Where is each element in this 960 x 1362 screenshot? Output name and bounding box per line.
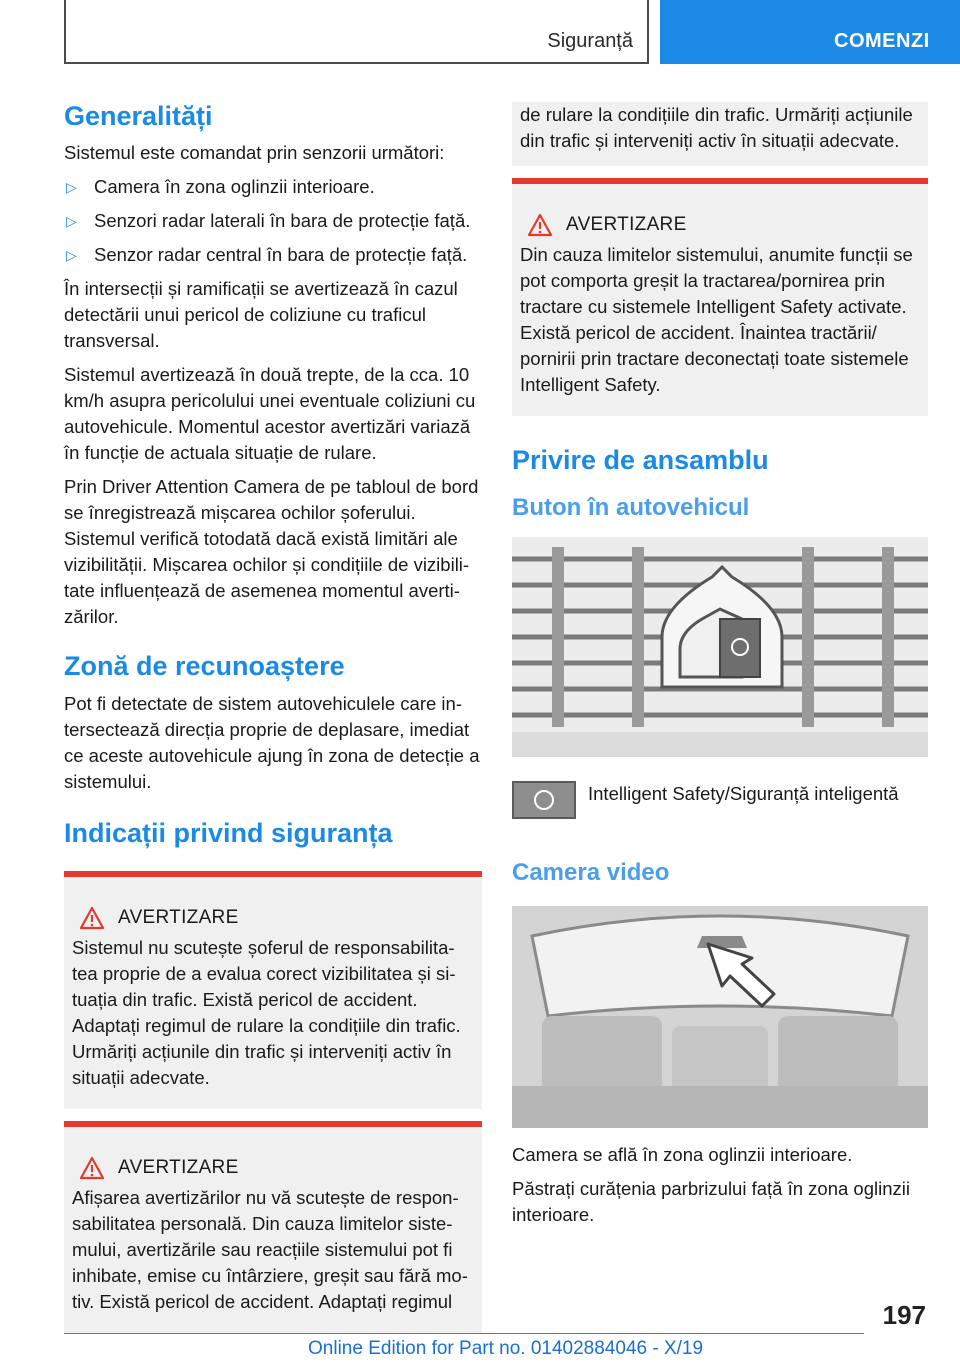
camera-text: Păstrați curățenia parbrizului față în zona oglinzii interioare. — [512, 1177, 910, 1225]
paragraph: În intersecții și ramificații se avertizează în cazul detectării unui pericol de coliziune cu traficul transversal. — [64, 278, 458, 352]
warning-label: AVERTIZARE — [118, 1157, 239, 1179]
button-location-image — [512, 537, 928, 757]
warning-text: de rulare la condițiile din trafic. Urmăriți acțiunile din trafic și interveniți activ în situații adecvate. — [520, 104, 913, 151]
paragraph: Sistemul avertizează în două trepte, de la cca. 10 km/h asupra pericolului unei eventuale coliziuni cu autovehicule. Momentul acestor avertizări variază în funcție de actuala situație de rulare. — [64, 364, 476, 464]
heading-privire: Privire de ansamblu — [512, 445, 769, 475]
list-item: ▷ Senzor radar central în bara de protecție față. — [64, 242, 482, 268]
warning-box — [64, 871, 482, 1109]
triangle-bullet-icon: ▷ — [66, 179, 77, 196]
warning-triangle-icon — [72, 1155, 112, 1181]
button-legend — [512, 781, 928, 819]
warning-label: AVERTIZARE — [566, 214, 687, 235]
heading-zona: Zonă de recunoaștere — [64, 651, 345, 682]
heading-buton: Buton în autovehicul — [512, 494, 750, 522]
page-number: 197 — [882, 1300, 926, 1330]
warning-triangle-icon — [520, 212, 560, 238]
header-section-tab — [64, 0, 649, 64]
warning-text: Sistemul nu scutește șoferul de responsabilitatea proprie de a evalua corect vizibilitatea și situația din trafic. Există pericol de accident. Adaptați regimul de rulare la condițiile din trafic. Urmăriți acțiunile din trafic și interveniți activ în situații adecvate. — [72, 937, 461, 1089]
heading-indicatii: Indicații privind siguranța — [64, 817, 393, 848]
header-chapter-label: COMENZI — [834, 30, 930, 52]
warning-box — [64, 1121, 482, 1333]
footer-edition: Online Edition for Part no. 01402884046 - X/19 — [308, 1338, 704, 1359]
left-column — [64, 100, 482, 1333]
warning-triangle-icon — [72, 905, 112, 931]
warning-continuation-box — [512, 102, 928, 166]
warning-text: Din cauza limitelor sistemului, anumite funcții se pot comporta greșit la tractarea/pornirea prin tractare cu sistemele Intelligent Safety activate. Există pericol de accident. Înaintea tractării/ pornirii prin tractare deconectați toate sistemele Intelligent Safety. — [520, 244, 913, 395]
header-section-label: Siguranță — [547, 30, 633, 52]
heading-generalitati: Generalități — [64, 101, 213, 131]
list-item: ▷ Senzori radar laterali în bara de protecție față. — [64, 208, 482, 234]
triangle-bullet-icon: ▷ — [66, 247, 77, 264]
button-legend-label: Intelligent Safety/Siguranță inteligentă — [588, 783, 899, 805]
header-chapter-tab — [660, 0, 960, 64]
right-column — [512, 102, 928, 1236]
heading-camera: Camera video — [512, 859, 670, 887]
sensor-list — [64, 174, 482, 268]
paragraph: Pot fi detectate de sistem autovehiculele care intersectează direcția proprie de deplasare, imediat ce aceste autovehicule ajung în zona de detecție a sistemului. — [64, 692, 480, 792]
camera-location-image — [512, 906, 928, 1128]
intro-text: Sistemul este comandat prin senzorii următori: — [64, 142, 445, 164]
footer-divider — [64, 1333, 864, 1334]
paragraph: Prin Driver Attention Camera de pe tabloul de bord se înregistrează mișcarea ochilor șoferului. Sistemul verifică totodată dacă există limitări ale vizibilității. Mișcarea ochilor și condițiile de vizibilitate influențează de asemenea momentul avertizărilor. — [64, 476, 479, 628]
warning-text: Afișarea avertizărilor nu vă scutește de responsabilitatea personală. Din cauza limitelor sistemului, avertizările sau reacțiile sistemului pot fi inhibate, emise cu întârziere, greșit sau fără motiv. Există pericol de accident. Adaptați regimul — [72, 1187, 468, 1313]
list-item: ▷ Camera în zona oglinzii interioare. — [64, 174, 482, 200]
intelligent-safety-button-icon — [512, 781, 576, 819]
warning-box — [512, 178, 928, 416]
camera-text: Camera se află în zona oglinzii interioare. — [512, 1143, 853, 1165]
triangle-bullet-icon: ▷ — [66, 213, 77, 230]
warning-label: AVERTIZARE — [118, 907, 239, 929]
